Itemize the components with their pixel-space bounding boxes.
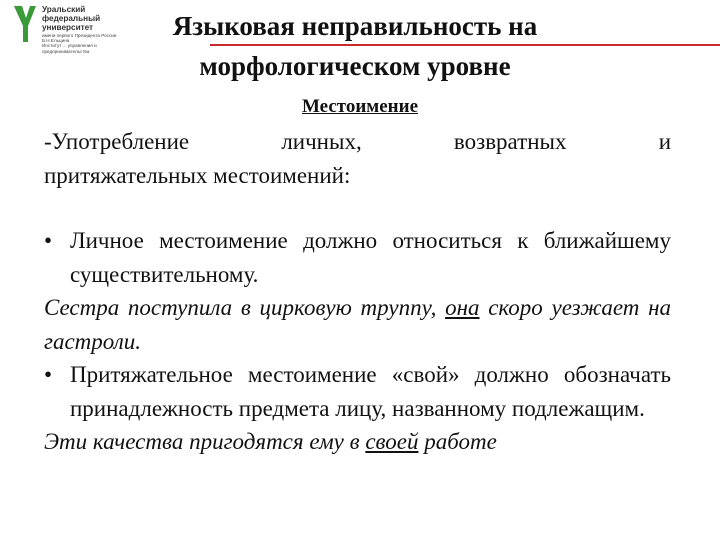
example-1 [44,291,671,358]
example-2-underlined-word: своей [365,429,419,454]
subheading: Местоимение [301,96,418,117]
bullet-item-2 [44,358,671,425]
example-1-after: скоро уезжает на гастроли. [44,295,671,354]
logo-line-1: Уральский [42,5,86,14]
intro-line-2: притяжательных местоимений: [44,162,351,188]
logo-line-2: федеральный [42,14,101,23]
logo-mark-icon [12,4,38,44]
university-logo [12,4,137,54]
example-2-after: работе [418,429,497,454]
slide-body [44,125,671,459]
example-1-before: Сестра поступила в цирковую труппу, [44,295,446,320]
logo-text [42,5,100,32]
example-2 [44,425,671,459]
slide-title [120,6,590,86]
bullet-text-1: Личное местоимение должно относиться к ближайшему существительному. [70,228,671,287]
bullet-icon: • [44,228,53,253]
bullet-text-2: Притяжательное местоимение «свой» должно обозначать принадлежность предмета лицу, названному подлежащим. [70,362,671,421]
example-1-underlined-word: она [445,295,480,320]
logo-subtitle-line-2: Институт ... управления и предпринимательства [42,43,97,54]
intro-line-1: -Употребление личных, возвратных и [44,129,671,154]
example-2-before: Эти качества пригодятся ему в [44,429,366,454]
logo-subtitle-line-1: имени первого Президента России Б.Н.Ельцина [42,33,117,44]
title-line-1: Языковая неправильность на [172,11,538,41]
bullet-item-1 [44,224,671,291]
spacer [44,192,671,224]
logo-line-3: университет [42,23,94,32]
bullet-icon: • [44,362,53,387]
title-line-2: морфологическом уровне [199,51,511,81]
